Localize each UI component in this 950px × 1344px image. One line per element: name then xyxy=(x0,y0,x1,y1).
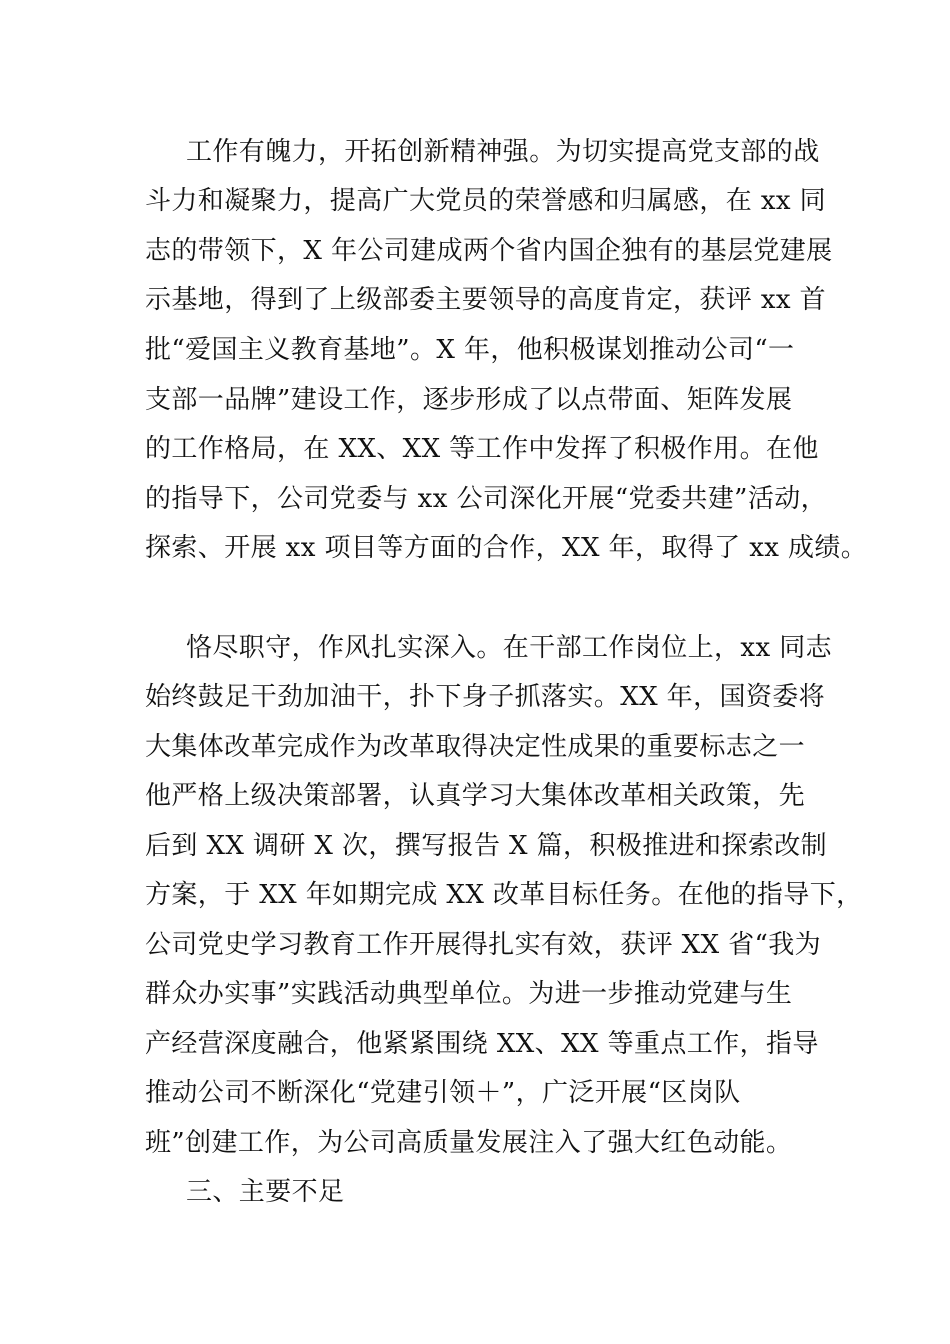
text-line: 公司党史学习教育工作开展得扎实有效，获评 XX 省“我为 xyxy=(145,930,822,960)
text-line: 的工作格局，在 XX、XX 等工作中发挥了积极作用。在他 xyxy=(145,434,819,464)
text-line: 的指导下，公司党委与 xx 公司深化开展“党委共建”活动， xyxy=(145,484,828,514)
text-line: 恪尽职守，作风扎实深入。在干部工作岗位上，xx 同志 xyxy=(186,633,832,663)
text-line: 方案，于 XX 年如期完成 XX 改革目标任务。在他的指导下， xyxy=(145,880,863,910)
text-line: 他严格上级决策部署，认真学习大集体改革相关政策，先 xyxy=(145,781,806,811)
text-line: 支部一品牌”建设工作，逐步形成了以点带面、矩阵发展 xyxy=(145,385,793,415)
text-line: 推动公司不断深化“党建引领＋”，广泛开展“区岗队 xyxy=(145,1078,741,1108)
text-line: 批“爱国主义教育基地”。X 年，他积极谋划推动公司“一 xyxy=(145,335,795,365)
text-line: 始终鼓足干劲加油干，扑下身子抓落实。XX 年，国资委将 xyxy=(145,682,826,712)
text-line: 产经营深度融合，他紧紧围绕 XX、XX 等重点工作，指导 xyxy=(145,1029,819,1059)
text-line: 群众办实事”实践活动典型单位。为进一步推动党建与生 xyxy=(145,979,793,1009)
text-line: 班”创建工作，为公司高质量发展注入了强大红色动能。 xyxy=(145,1128,793,1158)
text-line: 探索、开展 xx 项目等方面的合作，XX 年，取得了 xx 成绩。 xyxy=(145,533,868,563)
text-line: 示基地，得到了上级部委主要领导的高度肯定，获评 xx 首 xyxy=(145,285,827,315)
text-line: 志的带领下，X 年公司建成两个省内国企独有的基层党建展 xyxy=(145,236,833,266)
text-line: 工作有魄力，开拓创新精神强。为切实提高党支部的战 xyxy=(186,137,820,167)
text-line: 后到 XX 调研 X 次，撰写报告 X 篇，积极推进和探索改制 xyxy=(145,831,828,861)
text-line: 斗力和凝聚力，提高广大党员的荣誉感和归属感，在 xx 同 xyxy=(145,186,827,216)
text-line: 大集体改革完成作为改革取得决定性成果的重要标志之一 xyxy=(145,732,806,762)
section-heading: 三、主要不足 xyxy=(186,1177,345,1207)
